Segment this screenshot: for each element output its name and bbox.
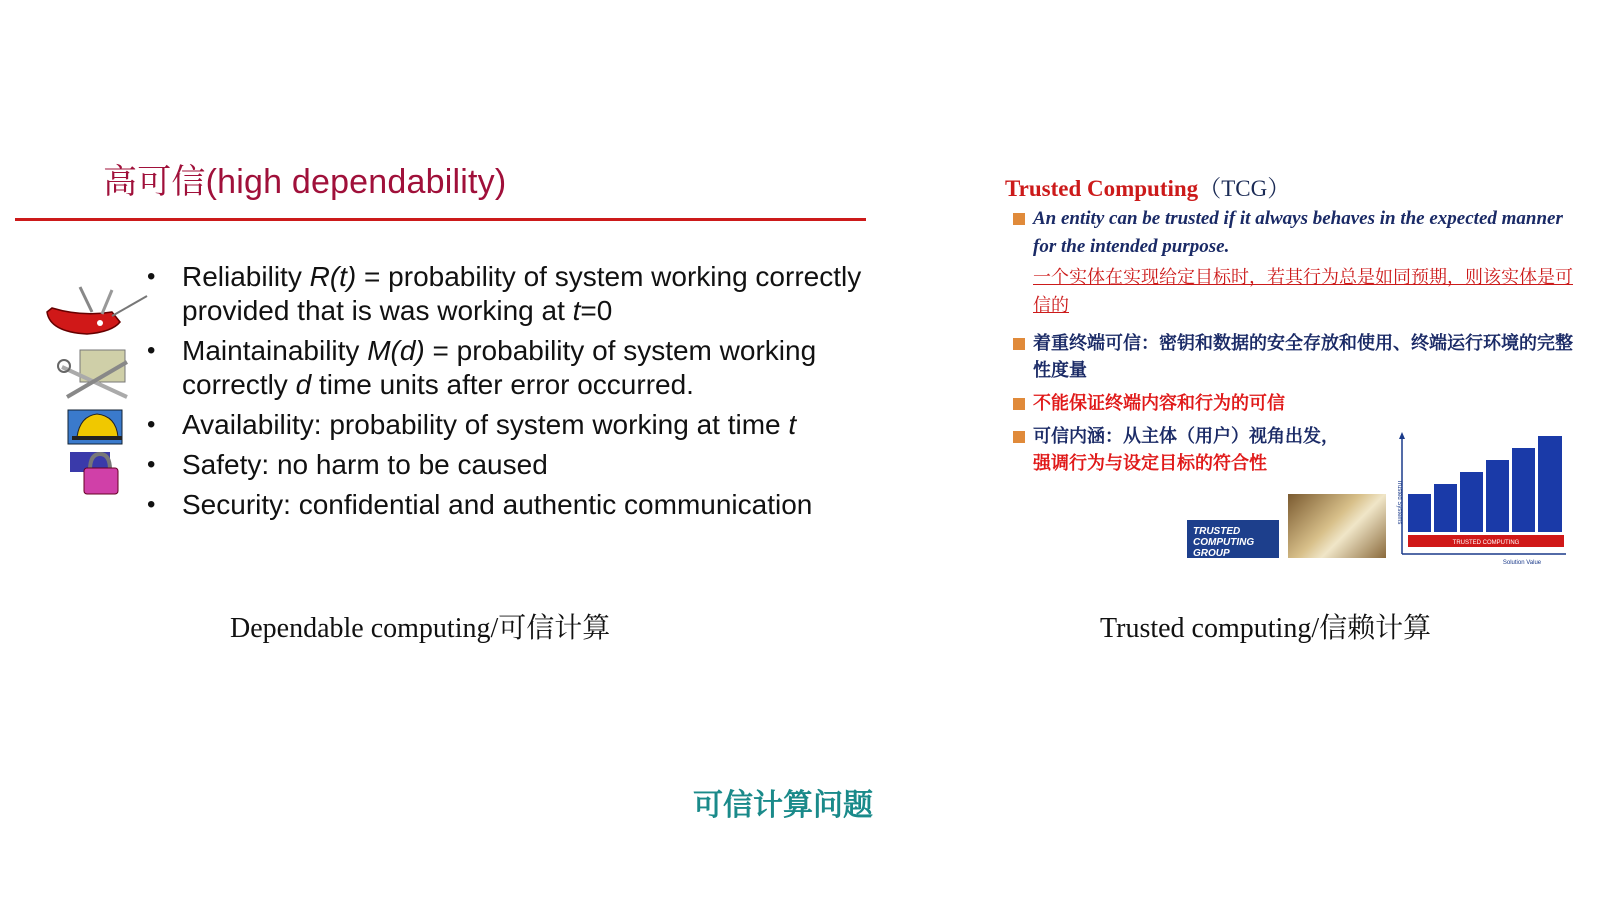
chart-x-label: Solution Value [1502,560,1542,566]
hard-hat-icon [68,410,122,444]
padlock-icon [70,452,118,494]
bullet-reliability: • Reliability R(t) = probability of system working correctly provided that is was working at t=0 [147,261,862,326]
left-caption: Dependable computing/可信计算 [230,613,611,644]
chart-band-label: TRUSTED COMPUTING [1452,540,1520,546]
dependability-icons [42,282,157,502]
lock-keyboard-image [1288,494,1386,558]
bullet-square-icon [1013,213,1025,225]
tc-item-connotation: 可信内涵：从主体（用户）视角出发， 强调行为与设定目标的符合性 [1013,423,1573,477]
bullet-safety: • Safety: no harm to be caused [147,449,548,480]
bullet-square-icon [1013,338,1025,350]
tools-icon [58,350,127,397]
bottom-title: 可信计算问题 [693,788,873,823]
bullet-maintainability: • Maintainability M(d) = probability of system working correctly d time units after error occurred. [147,335,817,400]
bullet-security: • Security: confidential and authentic communication [147,489,813,520]
tc-item-definition: An entity can be trusted if it always behaves in the expected manner for the intended purpose. 一个实体在实现给定目标时，若其行为总是如同预期，则该实体是可信的 [1013,205,1573,320]
swiss-knife-icon [47,287,147,334]
tc-item-terminal: 着重终端可信：密钥和数据的安全存放和使用、终端运行环境的完整性度量 [1013,330,1573,384]
dependability-bullet-list [145,260,875,528]
right-caption: Trusted computing/信赖计算 [1100,613,1432,644]
tc-item-limitation: 不能保证终端内容和行为的可信 [1013,390,1573,417]
tcg-logo: TRUSTED COMPUTING GROUP [1187,520,1279,558]
bullet-availability: • Availability: probability of system working at time t [147,409,797,440]
trusted-systems-chart [1392,432,1568,568]
bullet-square-icon [1013,431,1025,443]
title-divider [15,218,866,221]
left-slide-title: 高可信(high dependability) [103,163,507,201]
trusted-computing-title: Trusted Computing（TCG） [1005,176,1291,201]
bullet-square-icon [1013,398,1025,410]
chart-y-label: Trusted Systems [1396,479,1402,525]
